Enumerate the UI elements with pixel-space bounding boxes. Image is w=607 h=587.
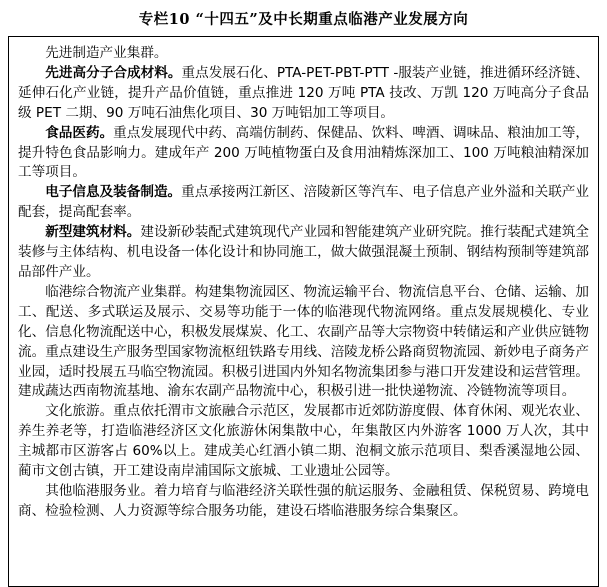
paragraph-text: 重点承接两江新区、涪陵新区等汽车、电子信息产业外溢和关联产业配套，提高配套率。 (18, 184, 589, 221)
paragraph-3 (18, 124, 589, 184)
paragraph-text: 文化旅游。重点依托渭市文旅融合示范区，发展都市近郊防游度假、体育休闲、观光农业、养生养老等，打造临港经济区文化旅游休闲集散中心，年集散区内外游客 1000 万人次，其中主城都市区游客占 60%以上。建成美心红酒小镇二期、泡桐文旅示范项目、梨香溪湿地公园、蔺市文创古镇，开工建设南岸浦国际文旅城、工业遗址公园等。 (18, 403, 589, 480)
paragraph-6 (18, 283, 589, 402)
paragraph-1 (18, 44, 589, 64)
paragraph-lead: 电子信息及装备制造。 (45, 184, 182, 201)
paragraph-4 (18, 183, 589, 223)
paragraph-text: 临港综合物流产业集群。构建集物流园区、物流运输平台、物流信息平台、仓储、运输、加工、配送、多式联运及展示、交易等功能于一体的临港现代物流网络。重点发展规模化、专业化、信息化物流配送中心，积极发展煤炭、化工、农副产品等大宗物资中转储运和产业供应链物流。重点建设生产服务型国家物流枢纽铁路专用线、涪陵龙桥公路商贸物流园、新妙电子商务产业园，适时投展五马临空物流园。积极引进国内外知名物流集团参与港口开发建设和运营管理。建成蔬达西南物流基地、渝东农副产品物流中心，积极引进一批快递物流、冷链物流等项目。 (18, 283, 589, 400)
paragraph-lead: 食品医药。 (45, 124, 114, 141)
paragraph-2 (18, 64, 589, 124)
paragraph-text: 重点发展现代中药、高端仿制药、保健品、饮料、啤酒、调味品、粮油加工等，提升特色食品影响力。建成年产 200 万吨植物蛋白及食用油精炼深加工、100 万吨粮油精深加工等项目。 (18, 124, 590, 181)
paragraph-text: 重点发展石化、PTA-PET-PBT-PTT -服装产业链，推进循环经济链、延伸石化产业链，提升产品价值链，重点推进 120 万吨 PTA 技改、万凯 120 万吨高分子食品级 PET 二期、90 万吨石油焦化项目、30 万吨铝加工等项目。 (18, 64, 590, 121)
paragraph-lead: 新型建筑材料。 (45, 224, 141, 241)
paragraph-7 (18, 402, 589, 482)
paragraph-text: 建设新砂装配式建筑现代产业园和智能建筑产业研究院。推行装配式建筑全装修与主体结构、机电设备一体化设计和协同施工，做大做强混凝土预制、钢结构预制等建筑部品部件产业。 (18, 224, 590, 280)
paragraph-5 (18, 223, 589, 283)
paragraph-text: 其他临港服务业。着力培育与临港经济关联性强的航运服务、金融租赁、保税贸易、跨境电商、检验检测、人力资源等综合服务功能，建设石塔临港服务综合集聚区。 (18, 482, 589, 519)
page-title: 专栏10 “十四五”及中长期重点临港产业发展方向 (138, 11, 469, 28)
content-box (8, 36, 599, 587)
paragraph-text: 先进制造产业集群。 (45, 45, 168, 61)
paragraph-lead: 先进高分子合成材料。 (45, 64, 182, 81)
paragraph-8 (18, 482, 589, 522)
